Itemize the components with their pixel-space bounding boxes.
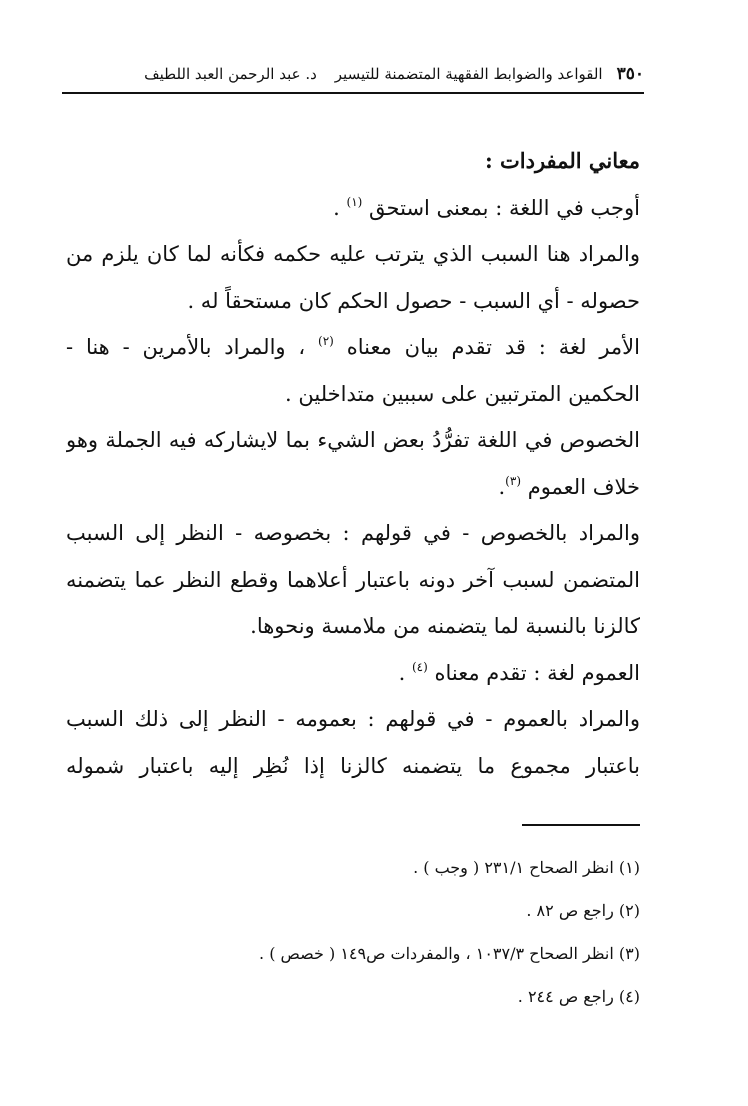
line-text: العموم لغة : تقدم معناه: [434, 660, 640, 685]
footnote-ref: (٣): [505, 473, 521, 488]
section-title: معاني المفردات :: [484, 148, 640, 173]
footnote-1: (١) انظر الصحاح ٢٣١/١ ( وجب ) .: [413, 858, 640, 877]
header-rule: [62, 92, 644, 94]
text-line: الحكمين المترتبين على سببين متداخلين .: [285, 381, 640, 406]
line-text: خلاف العموم: [527, 474, 640, 499]
text-line: والمراد بالعموم - في قولهم : بعمومه - النظر إلى ذلك السبب: [66, 707, 640, 731]
text-line: كالزنا بالنسبة لما يتضمنه من ملامسة ونحوها.: [250, 614, 640, 638]
footnote-3: (٣) انظر الصحاح ١٠٣٧/٣ ، والمفردات ص١٤٩ ( خصص ) .: [259, 944, 640, 963]
text-line: والمراد بالخصوص - في قولهم : بخصوصه - النظر إلى السبب: [66, 521, 640, 545]
text-line: [66, 650, 640, 697]
footnote-4: (٤) راجع ص ٢٤٤ .: [517, 987, 640, 1006]
footnote-ref: (١): [346, 194, 363, 209]
running-header: [62, 60, 644, 88]
footnotes: [120, 846, 640, 1018]
footnote-ref: (٢): [318, 334, 334, 348]
text-line: [66, 324, 640, 371]
line-text: أوجب في اللغة : بمعنى استحق: [369, 195, 640, 220]
text-line: الخصوص في اللغة تفرُّدُ بعض الشيء بما لايشاركه فيه الجملة وهو: [66, 428, 640, 452]
footnote-rule: [522, 824, 640, 826]
line-tail: .: [398, 660, 412, 685]
text-line: باعتبار مجموع ما يتضمنه كالزنا إذا نُظِر إليه باعتبار شموله: [66, 753, 640, 778]
main-text: [66, 138, 640, 789]
footnote-2: (٢) راجع ص ٨٢ .: [526, 901, 640, 920]
author-name: د. عبد الرحمن العبد اللطيف: [144, 65, 317, 83]
footnote-ref: (٤): [411, 659, 428, 674]
line-tail: ، والمراد بالأمرين - هنا -: [66, 335, 319, 359]
page-number: ٣٥٠: [616, 64, 644, 84]
line-tail: .: [333, 195, 347, 220]
text-line: والمراد هنا السبب الذي يترتب عليه حكمه فكأنه لما كان يلزم من: [66, 242, 640, 266]
line-text: الأمر لغة : قد تقدم بيان معناه: [346, 335, 640, 359]
book-title: القواعد والضوابط الفقهية المتضمنة للتيسير: [334, 65, 603, 83]
line-tail: .: [498, 474, 506, 499]
text-line: المتضمن لسبب آخر دونه باعتبار أعلاهما وقطع النظر عما يتضمنه: [66, 567, 640, 592]
text-line: [66, 185, 640, 232]
text-line: [66, 464, 640, 511]
text-line: حصوله - أي السبب - حصول الحكم كان مستحقاً له .: [187, 288, 640, 313]
